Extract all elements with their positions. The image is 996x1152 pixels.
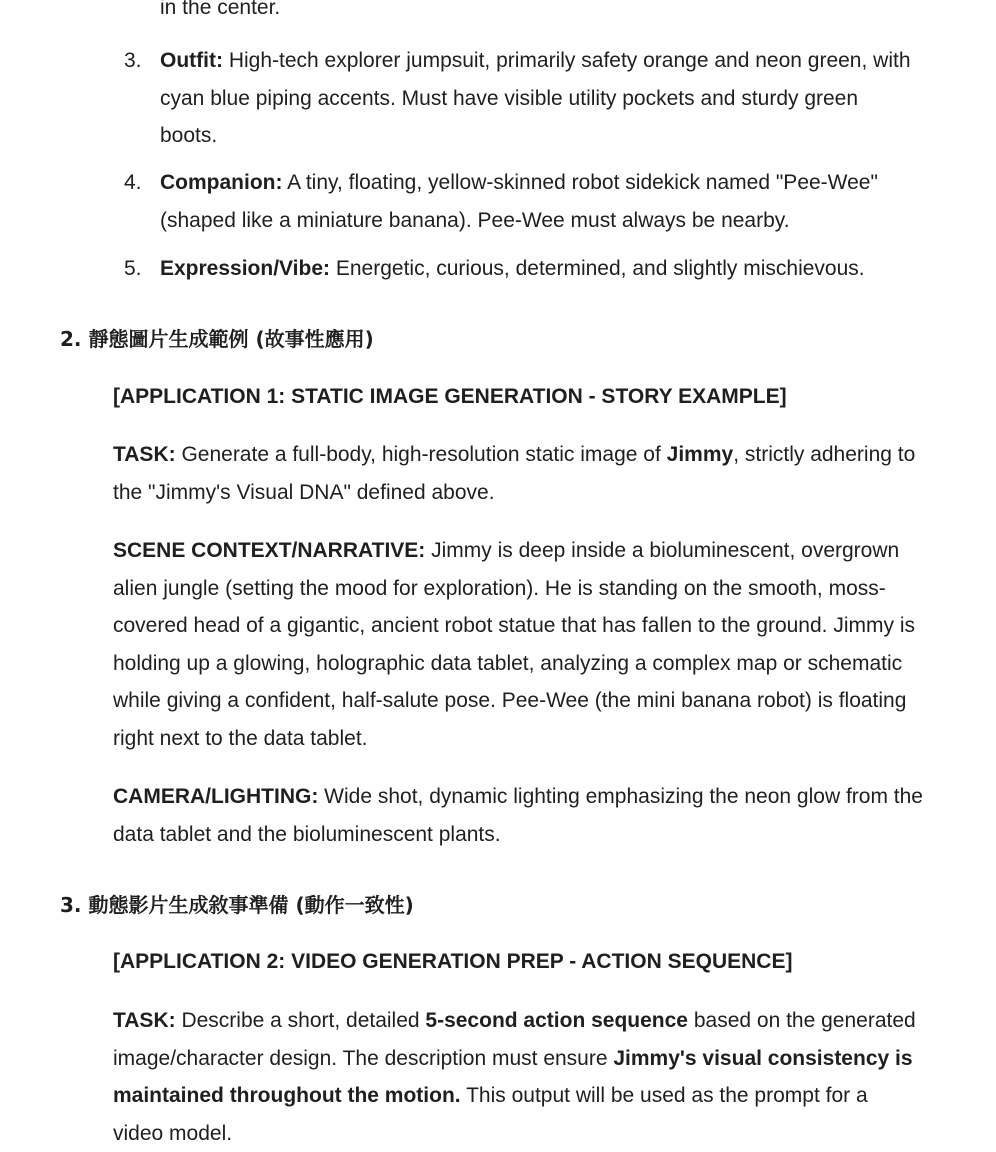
- scene-text: Jimmy is deep inside a bioluminescent, overgrown alien jungle (setting the mood for exploration). He is standing on the smooth, moss-covered head of a gigantic, ancient robot statue that has fallen to the ground. Jimmy is holding up a glowing, holographic data tablet, analyzing a complex map or schematic while giving a confident, half-salute pose. Pee-Wee (the mini banana robot) is floating right next to the data tablet.: [113, 539, 915, 750]
- scene-context-paragraph: [113, 532, 923, 757]
- scene-label: SCENE CONTEXT/NARRATIVE:: [113, 539, 426, 562]
- application-2-heading: [APPLICATION 2: VIDEO GENERATION PREP - ACTION SEQUENCE]: [113, 950, 793, 973]
- task-bold-sequence: 5-second action sequence: [425, 1009, 688, 1032]
- task-bold-name: Jimmy: [666, 443, 734, 466]
- camera-label: CAMERA/LIGHTING:: [113, 785, 319, 808]
- task-text: , strictly adhering to the "Jimmy's Visual DNA" defined above.: [113, 443, 916, 504]
- list-item-text: Energetic, curious, determined, and slightly mischievous.: [330, 257, 865, 280]
- list-item-label: Companion:: [160, 171, 283, 194]
- task-bold-consistency: Jimmy's visual consistency is maintained throughout the motion.: [113, 1046, 913, 1107]
- list-item-text: A tiny, floating, yellow-skinned robot sidekick named "Pee-Wee" (shaped like a miniature banana). Pee-Wee must always be nearby.: [160, 171, 878, 232]
- task-text: This output will be used as the prompt for a video model.: [113, 1084, 868, 1145]
- section-heading-video: 3. 動態影片生成敘事準備 (動作一致性): [60, 893, 414, 917]
- task-text: Describe a short, detailed: [175, 1009, 426, 1032]
- task-paragraph: [113, 436, 923, 511]
- list-item-label: Outfit:: [160, 49, 223, 72]
- task-label: TASK:: [113, 1009, 176, 1032]
- task-label: TASK:: [113, 443, 176, 466]
- list-number: 5.: [124, 257, 142, 280]
- list-number: 3.: [124, 49, 142, 72]
- section-heading-static-image: 2. 靜態圖片生成範例 (故事性應用): [60, 327, 374, 351]
- list-item-text: High-tech explorer jumpsuit, primarily safety orange and neon green, with cyan blue piping accents. Must have visible utility pockets and sturdy green boots.: [160, 49, 911, 147]
- list-item-outfit: [160, 42, 920, 155]
- list-item-expression: [160, 250, 920, 288]
- cut-off-text-line: in the center.: [160, 0, 281, 19]
- list-item-label: Expression/Vibe:: [160, 257, 331, 280]
- task-text: Generate a full-body, high-resolution static image of: [175, 443, 667, 466]
- task-text: based on the generated image/character design. The description must ensure: [113, 1009, 916, 1070]
- list-item-companion: [160, 164, 920, 239]
- application-1-heading: [APPLICATION 1: STATIC IMAGE GENERATION - STORY EXAMPLE]: [113, 385, 787, 408]
- camera-lighting-paragraph: [113, 778, 923, 853]
- list-number: 4.: [124, 171, 142, 194]
- camera-text: Wide shot, dynamic lighting emphasizing the neon glow from the data tablet and the bioluminescent plants.: [113, 785, 923, 846]
